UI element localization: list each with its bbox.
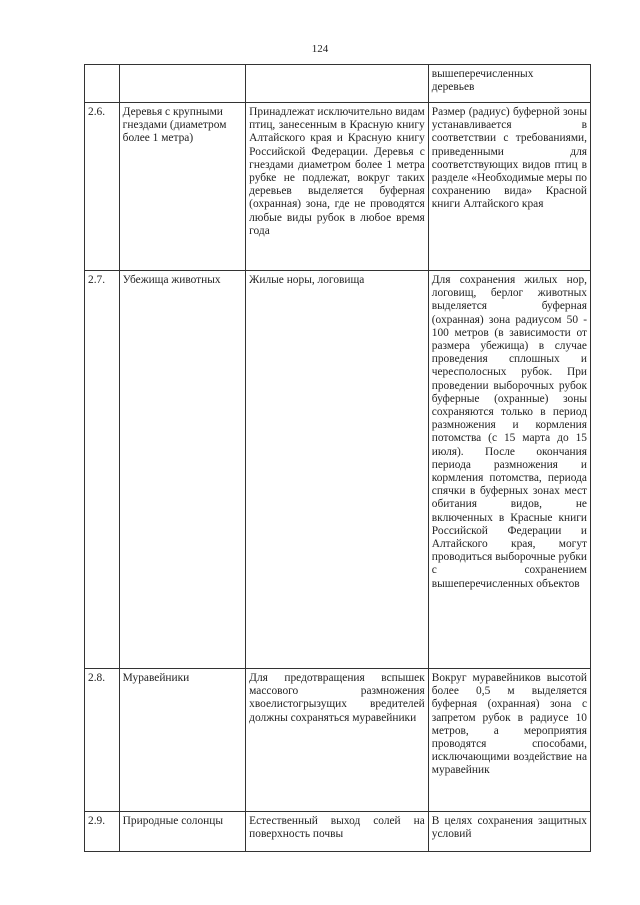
table-row (85, 103, 591, 271)
object-name (119, 65, 246, 103)
table-row (85, 65, 591, 103)
measures-cell (428, 65, 590, 103)
row-number: 2.7. (85, 271, 120, 669)
row-number (85, 65, 120, 103)
object-description: Для предотвращения вспышек массового размножения хвоелистогрызущих вредителей должны сохраняться муравейники (246, 669, 429, 812)
protection-measures: вышеперечисленных деревьев (431, 68, 534, 94)
row-number: 2.6. (85, 103, 120, 271)
object-name: Природные солонцы (119, 812, 246, 852)
object-name: Муравейники (119, 669, 246, 812)
row-number: 2.9. (85, 812, 120, 852)
object-description: Принадлежат исключительно видам птиц, занесенным в Красную книгу Алтайского края и Красную книгу Российской Федерации. Деревья с гнездами диаметром более 1 метра рубке не подлежат, вокруг таких деревьев выделяется буферная (охранная) зона, где не проводятся любые виды рубок в любое время года (246, 103, 429, 271)
object-description: Естественный выход солей на поверхность почвы (246, 812, 429, 852)
row-number: 2.8. (85, 669, 120, 812)
object-description (246, 65, 429, 103)
protection-measures: Для сохранения жилых нор, логовищ, берлог животных выделяется буферная (охранная) зона радиусом 50 - 100 метров (в зависимости от размера убежища) в случае проведения сплошных и чересполосных рубок. При проведении выборочных рубок буферные (охранные) зоны сохраняются только в период размножения и кормления потомства (с 15 марта до 15 июля). После окончания периода размножения и кормления потомства, периода спячки в буферных зонах мест обитания видов, не включенных в Красные книги Российской Федерации и Алтайского края, могут проводиться выборочные рубки с сохранением вышеперечисленных объектов (428, 271, 590, 669)
protection-measures: Вокруг муравейников высотой более 0,5 м выделяется буферная (охранная) зона с запретом рубок в радиусе 10 метров, а мероприятия проводятся способами, исключающими воздействие на муравейник (428, 669, 590, 812)
document-table (84, 64, 591, 852)
table-row (85, 812, 591, 852)
page-number: 124 (311, 43, 329, 55)
table-row (85, 271, 591, 669)
table-row (85, 669, 591, 812)
object-name: Убежища животных (119, 271, 246, 669)
protection-measures: В целях сохранения защитных условий (428, 812, 590, 852)
object-description: Жилые норы, логовища (246, 271, 429, 669)
protection-measures: Размер (радиус) буферной зоны устанавливается в соответствии с требованиями, приведенными для соответствующих видов птиц в разделе «Необходимые меры по сохранению вида» Красной книги Алтайского края (428, 103, 590, 271)
object-name: Деревья с крупными гнездами (диаметром более 1 метра) (119, 103, 246, 271)
